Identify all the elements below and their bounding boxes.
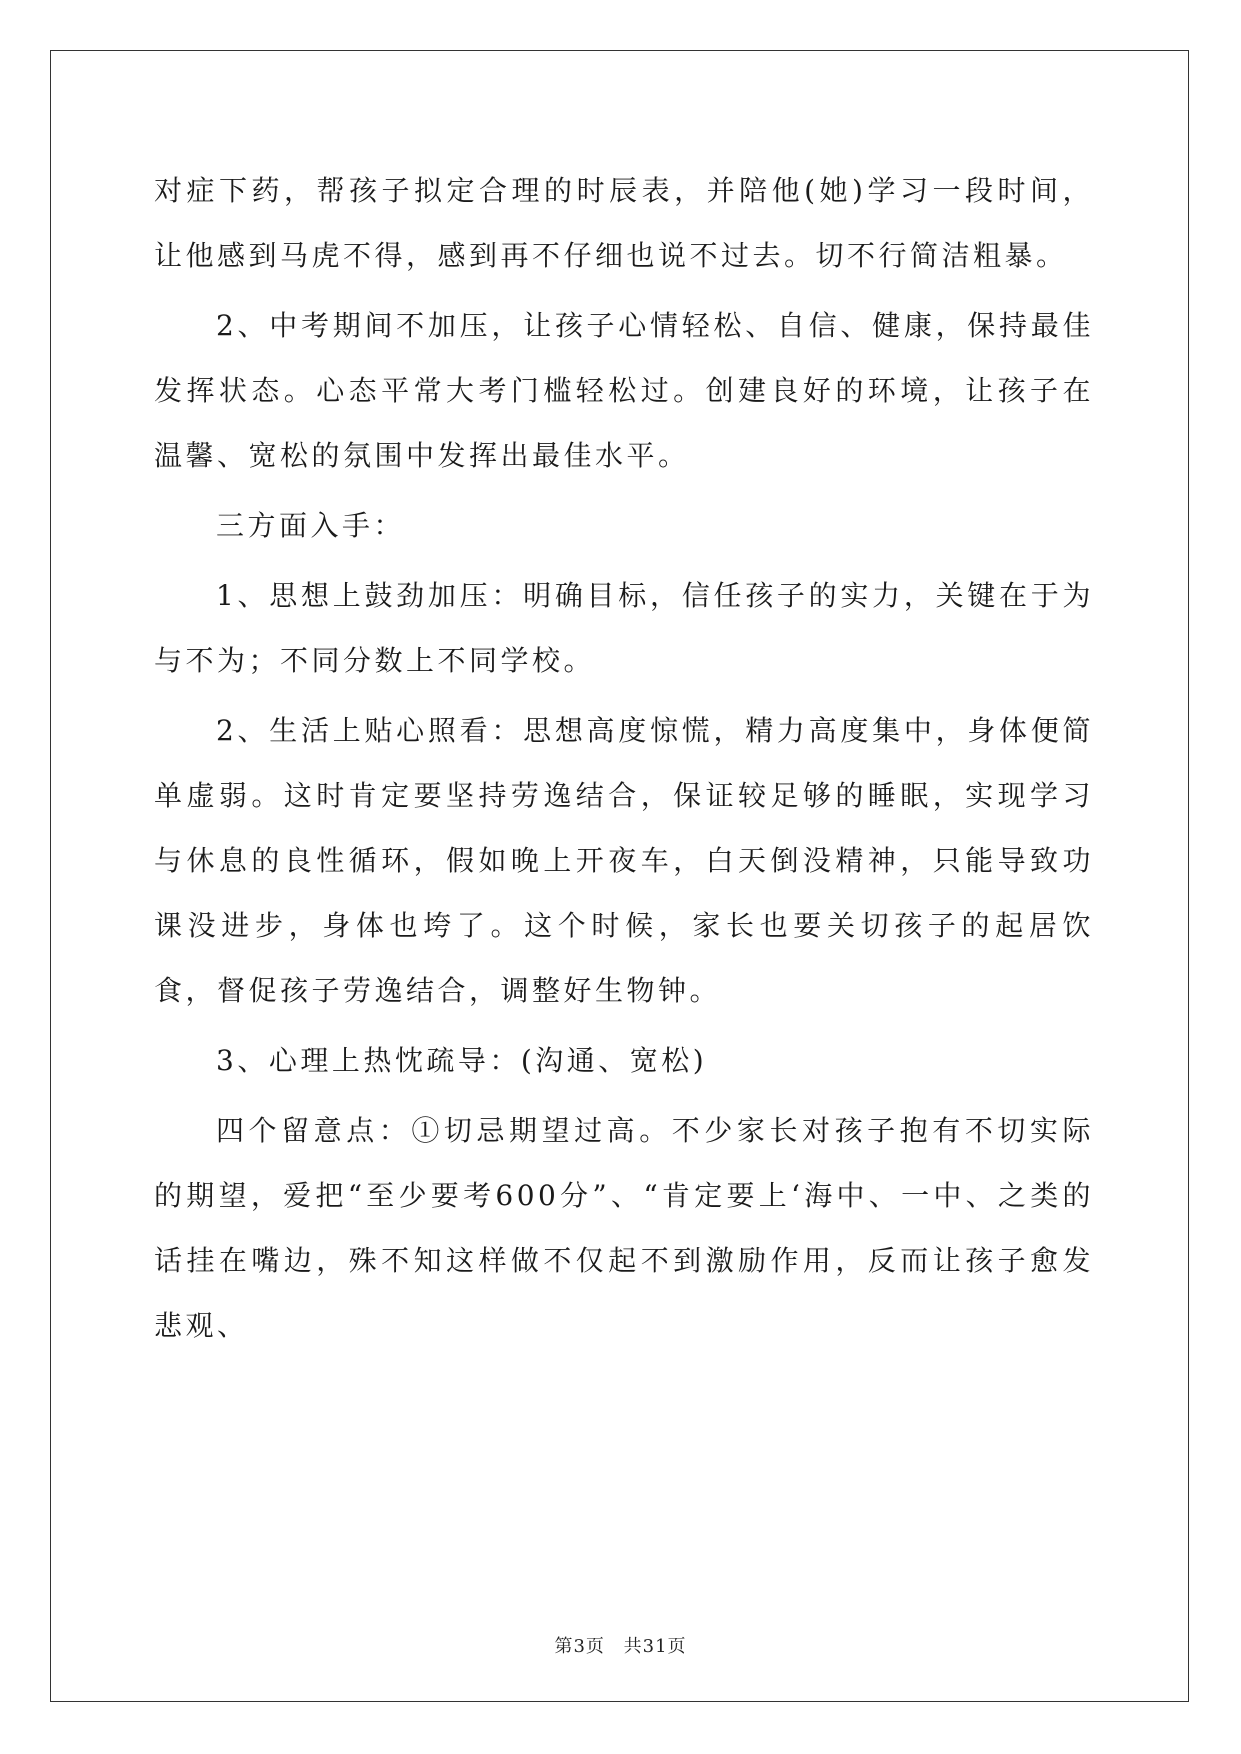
page-footer [0,1632,1241,1658]
paragraph-3: 三方面入手： [216,509,406,542]
paragraph-7: 四个留意点：①切忌期望过高。不少家长对孩子抱有不切实际的期望，爱把“至少要考600分”、“肯定要上‘海中、一中、之类的话挂在嘴边，殊不知这样做不仅起不到激励作用，反而让孩子愈发悲观、 [154,1114,1094,1342]
paragraph-4: 1、思想上鼓劲加压：明确目标，信任孩子的实力，关键在于为与不为；不同分数上不同学校。 [154,579,1094,677]
paragraph-2: 2、中考期间不加压，让孩子心情轻松、自信、健康，保持最佳发挥状态。心态平常大考门槛轻松过。创建良好的环境，让孩子在温馨、宽松的氛围中发挥出最佳水平。 [154,309,1094,472]
page-number: 第3页 [554,1636,605,1657]
paragraph-5: 2、生活上贴心照看：思想高度惊慌，精力高度集中，身体便简单虚弱。这时肯定要坚持劳逸结合，保证较足够的睡眠，实现学习与休息的良性循环，假如晚上开夜车，白天倒没精神，只能导致功课没进步，身体也垮了。这个时候，家长也要关切孩子的起居饮食，督促孩子劳逸结合，调整好生物钟。 [154,714,1094,1007]
document-body [154,158,1094,1363]
paragraph-6: 3、心理上热忱疏导：(沟通、宽松) [216,1044,708,1077]
page-total: 共31页 [623,1636,687,1657]
paragraph-1: 对症下药，帮孩子拟定合理的时辰表，并陪他(她)学习一段时间，让他感到马虎不得，感到再不仔细也说不过去。切不行简洁粗暴。 [154,174,1094,272]
